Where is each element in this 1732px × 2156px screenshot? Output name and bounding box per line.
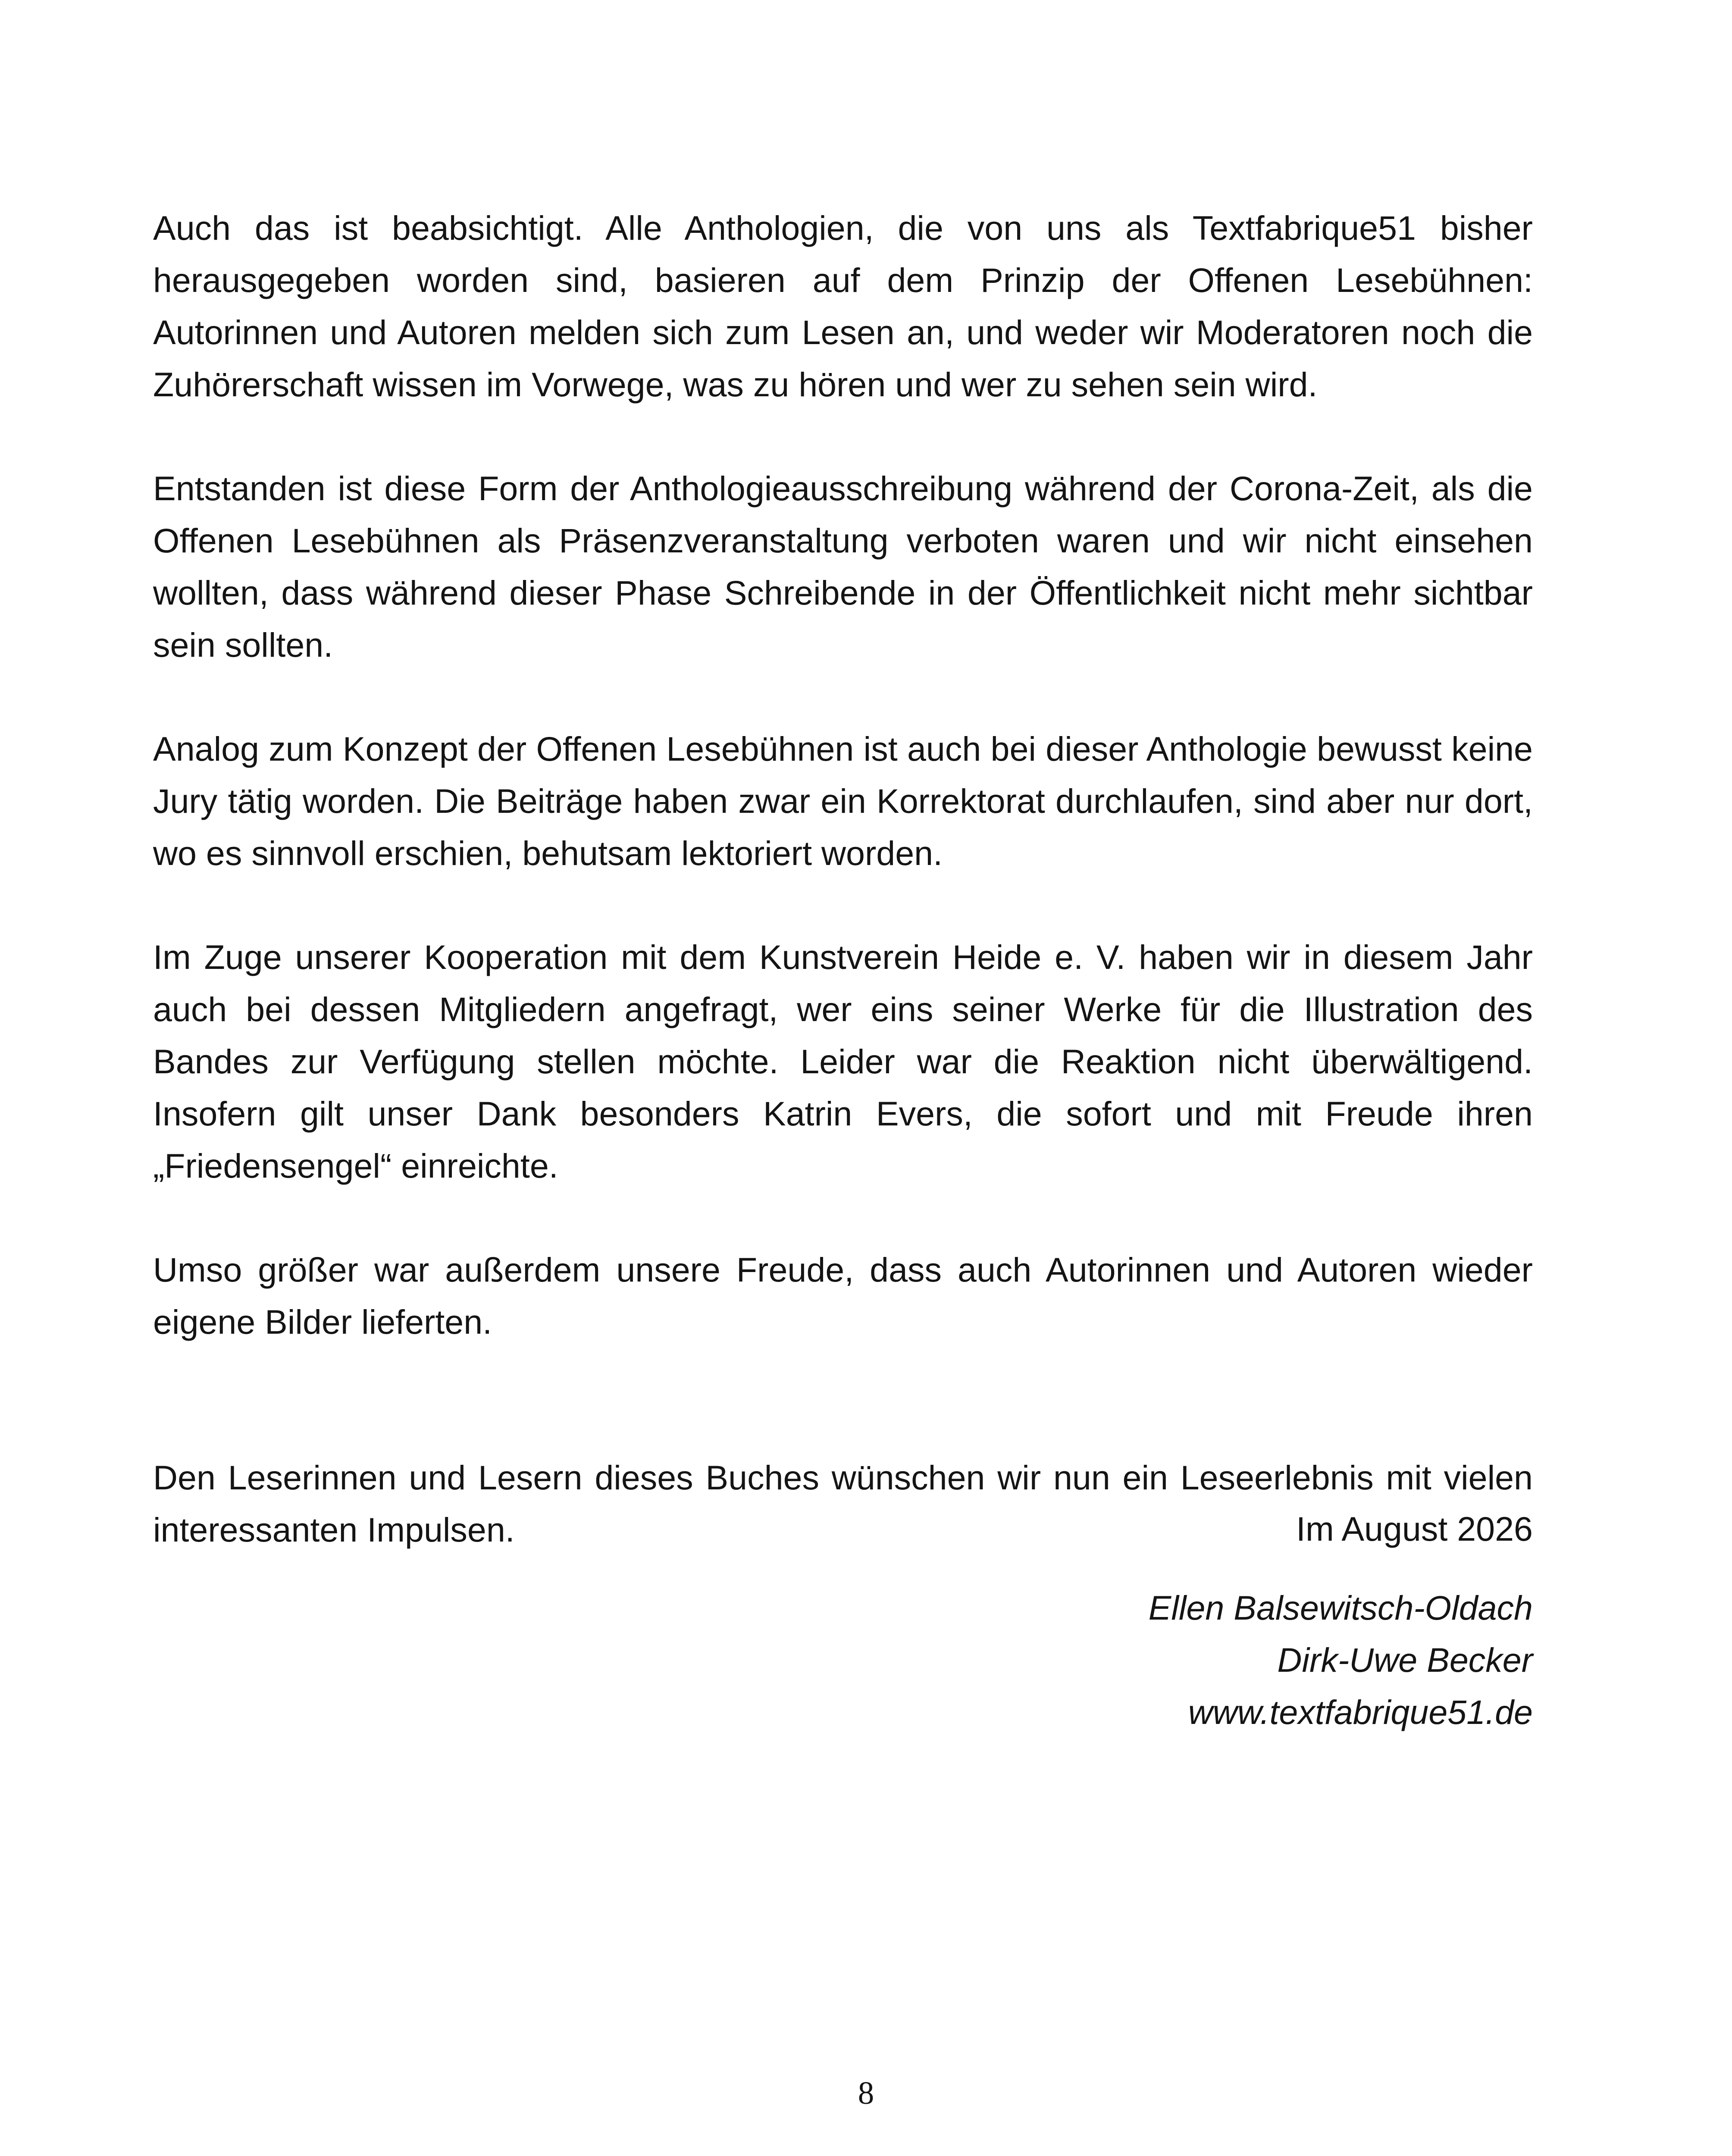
paragraph: Den Leserinnen und Lesern dieses Buches wünschen wir nun ein Leseerlebnis mit vielen interessanten Impulsen. xyxy=(153,1458,1533,1549)
body-text xyxy=(153,202,1533,1608)
website-text: www.textfabrique51.de xyxy=(1188,1693,1533,1731)
author-name: Dirk-Uwe Becker xyxy=(1277,1641,1533,1679)
paragraph: Umso größer war außerdem unsere Freude, dass auch Autorinnen und Autoren wieder eigene Bilder lieferten. xyxy=(153,1250,1533,1341)
author-name: Ellen Balsewitsch-Oldach xyxy=(1148,1589,1533,1627)
paragraph: Im Zuge unserer Kooperation mit dem Kunstverein Heide e. V. haben wir in diesem Jahr auch bei dessen Mitgliedern angefragt, wer eins seiner Werke für die Illustration des Bandes zur Verfügung stellen möchte. Leider war die Reaktion nicht überwältigend. Insofern gilt unser Dank besonders Katrin Evers, die sofort und mit Freude ihren „Friedensengel“ einreichte. xyxy=(153,938,1533,1185)
closing-signature-block xyxy=(800,1503,1533,1738)
paragraph: Analog zum Konzept der Offenen Lesebühnen ist auch bei dieser Anthologie bewusst keine Jury tätig worden. Die Beiträge haben zwar ein Korrektorat durchlaufen, sind aber nur dort, wo es sinnvoll erschien, behutsam lektoriert worden. xyxy=(153,730,1533,872)
paragraph: Entstanden ist diese Form der Anthologieausschreibung während der Corona-Zeit, als die Offenen Lesebühnen als Präsenzveranstaltung verboten waren und wir nicht einsehen wollten, dass während dieser Phase Schreibende in der Öffentlichkeit nicht mehr sichtbar sein sollten. xyxy=(153,469,1533,664)
page-number: 8 xyxy=(858,2075,874,2111)
paragraph: Auch das ist beabsichtigt. Alle Anthologien, die von uns als Textfabrique51 bisher herausgegeben worden sind, basieren auf dem Prinzip der Offenen Lesebühnen: Autorinnen und Autoren melden sich zum Lesen an, und weder wir Moderatoren noch die Zuhörerschaft wissen im Vorwege, was zu hören und wer zu sehen sein wird. xyxy=(153,209,1533,404)
closing-date: Im August 2026 xyxy=(1296,1510,1533,1548)
